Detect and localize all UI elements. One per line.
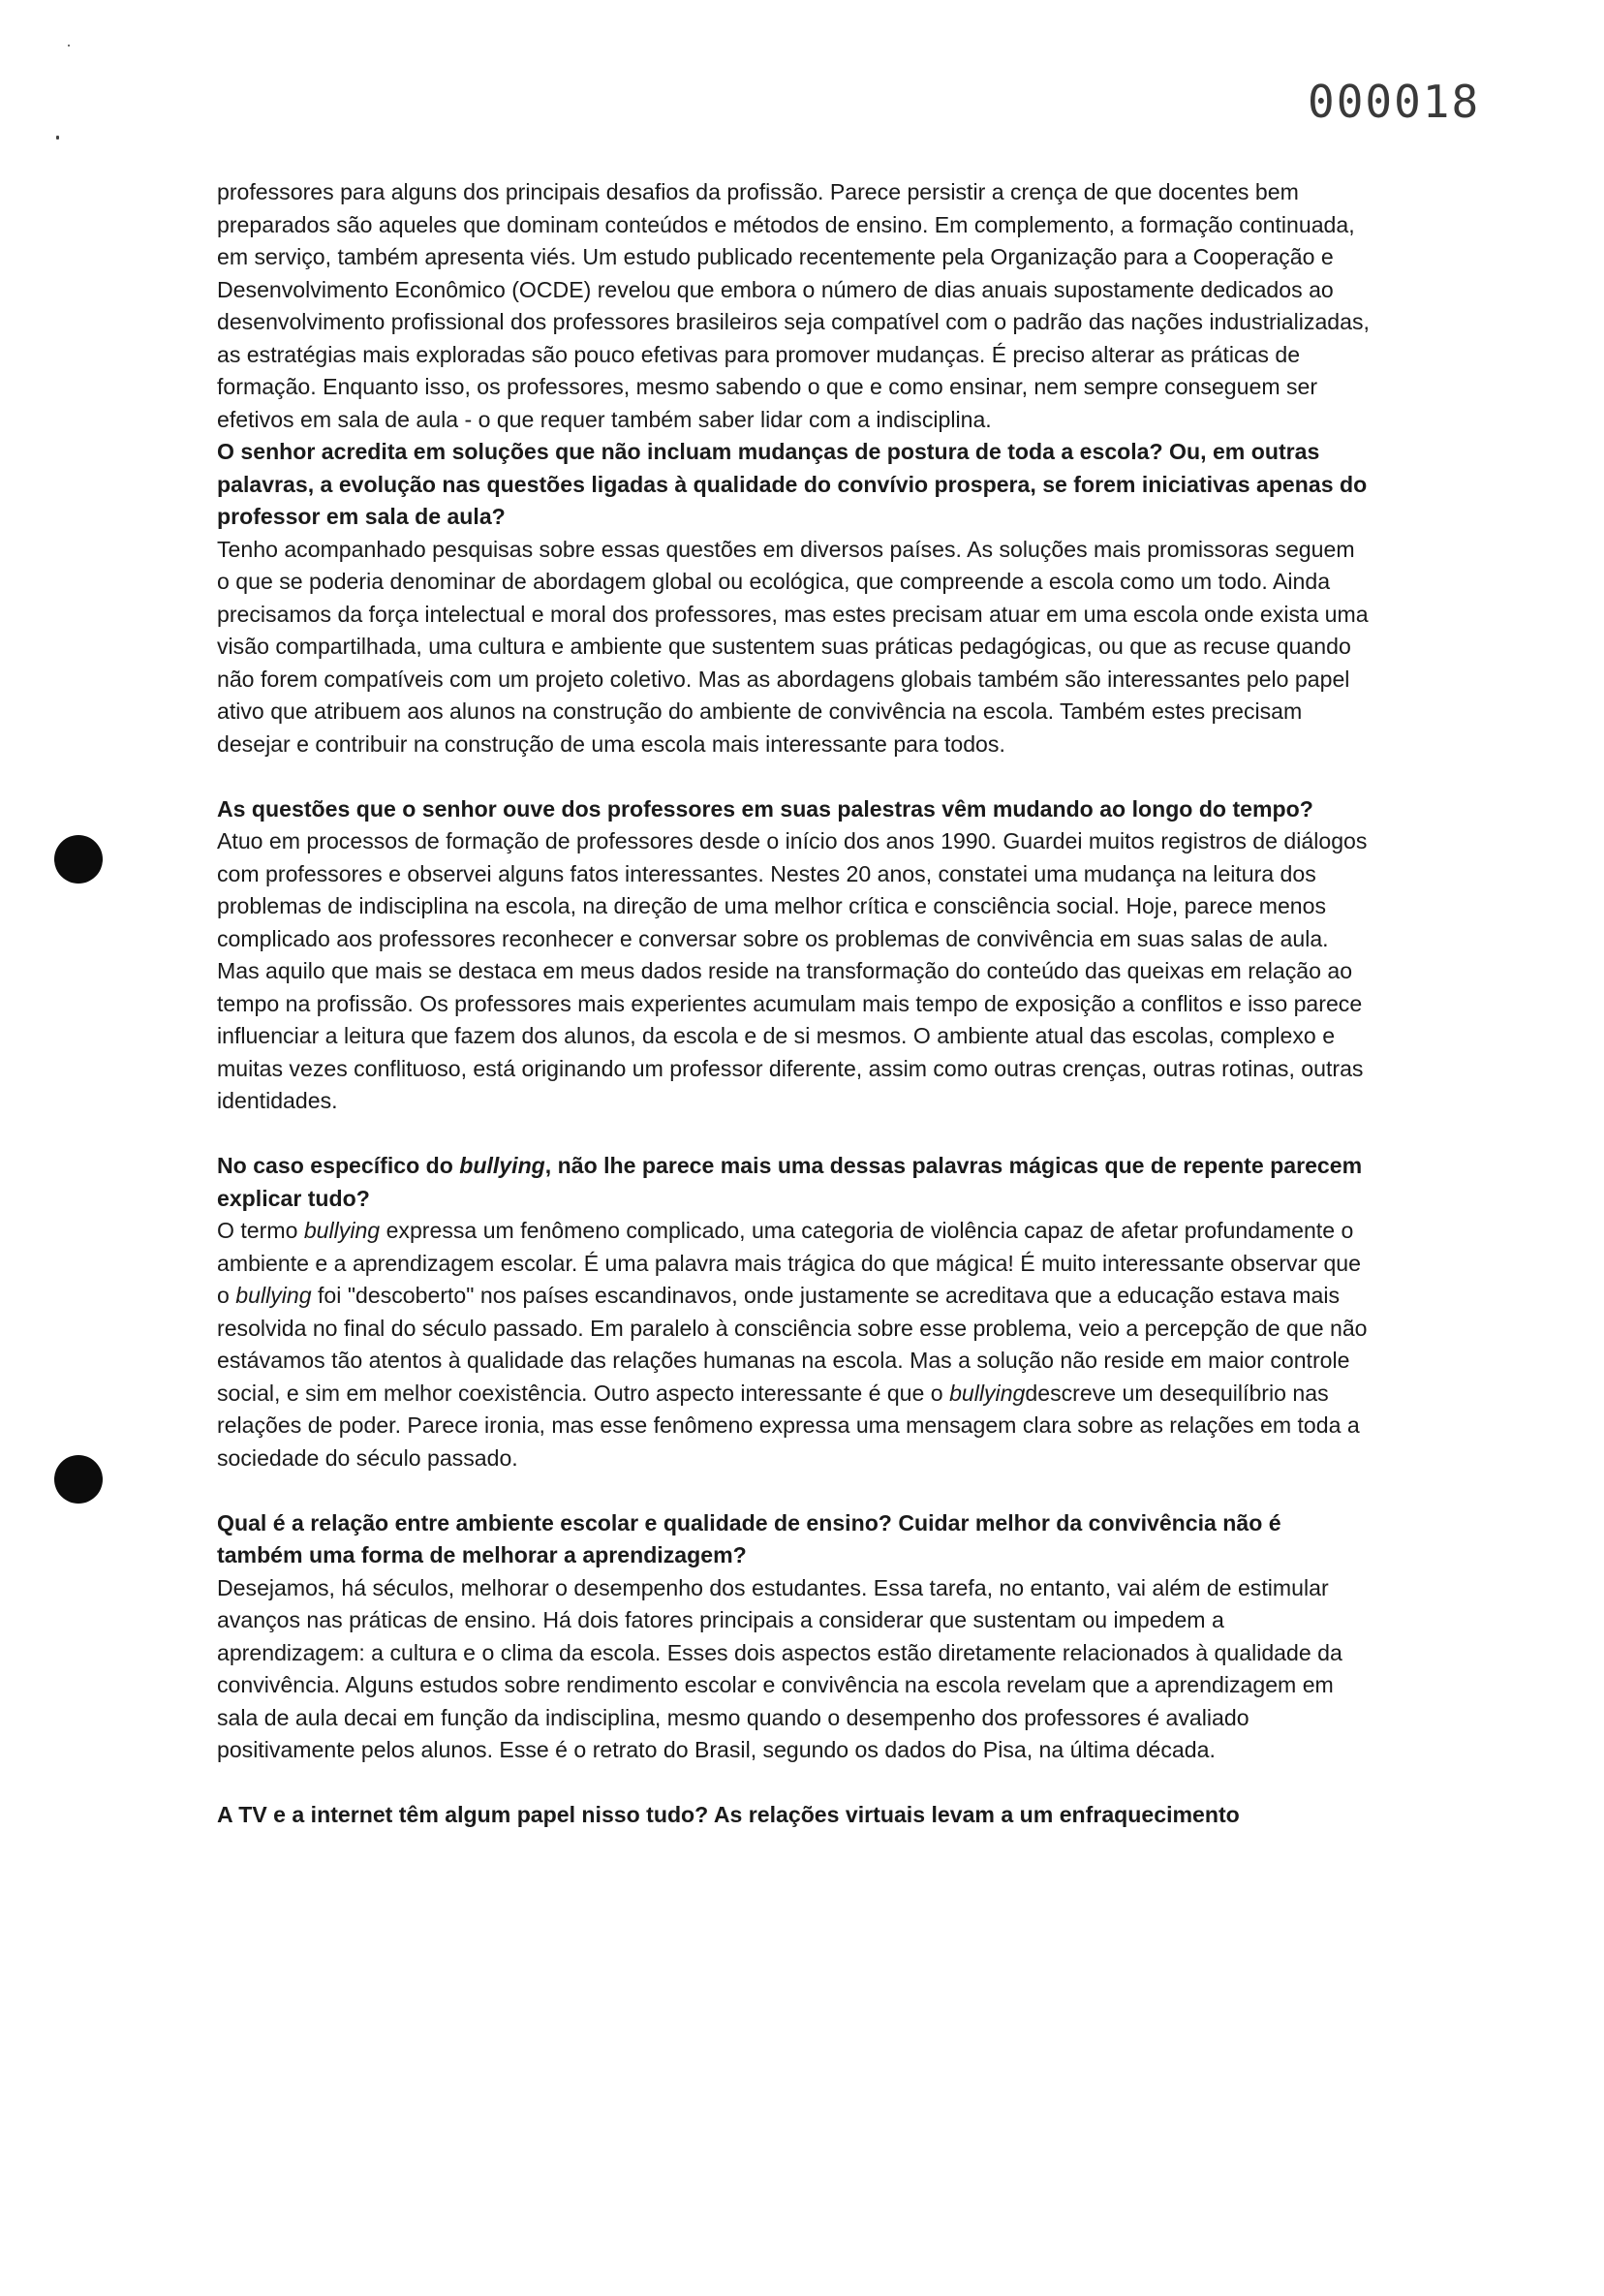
question-3-term: bullying xyxy=(459,1153,545,1178)
answer-2: Atuo em processos de formação de professores desde o início dos anos 1990. Guardei muitos registros de diálogos com professores e observei alguns fatos interessantes. Nestes 20 anos, constatei uma mudança na leitura dos problemas de indisciplina na escola, na direção de uma melhor crítica e consciência social. Hoje, parece menos complicado aos professores reconhecer e conversar sobre os problemas de convivência em suas salas de aula. Mas aquilo que mais se destaca em meus dados reside na transformação do conteúdo das queixas em relação ao tempo na profissão. Os professores mais experientes acumulam mais tempo de exposição a conflitos e isso parece influenciar a leitura que fazem dos alunos, da escola e de si mesmos. O ambiente atual das escolas, complexo e muitas vezes conflituoso, está originando um professor diferente, assim como outras crenças, outras rotinas, outras identidades. xyxy=(217,828,1368,1113)
qa-block-5 xyxy=(217,1799,1370,1832)
question-3 xyxy=(217,1150,1370,1215)
answer-3-part: expressa um fenômeno complicado, uma categoria de violência capaz de afetar profundamente o ambiente e a aprendizagem escolar. É uma palavra mais trágica do que mágica! É muito interessante observar que o xyxy=(217,1218,1361,1308)
scan-speck xyxy=(68,45,70,47)
question-2: As questões que o senhor ouve dos professores em suas palestras vêm mudando ao longo do tempo? xyxy=(217,795,1313,822)
qa-block-4 xyxy=(217,1507,1370,1767)
answer-4: Desejamos, há séculos, melhorar o desempenho dos estudantes. Essa tarefa, no entanto, vai além de estimular avanços nas práticas de ensino. Há dois fatores principais a considerar que sustentam ou impedem a aprendizagem: a cultura e o clima da escola. Esses dois aspectos estão diretamente relacionados à qualidade da convivência. Alguns estudos sobre rendimento escolar e convivência na escola revelam que a aprendizagem em sala de aula decai em função da indisciplina, mesmo quando o desempenho dos professores é avaliado positivamente pelos alunos. Esse é o retrato do Brasil, segundo os dados do Pisa, na última década. xyxy=(217,1574,1342,1762)
answer-3-term: bullying xyxy=(303,1218,381,1243)
answer-3-term: bullying xyxy=(235,1283,312,1308)
answer-3-part: descreve um desequilíbrio nas relações de poder. Parece ironia, mas esse fenômeno expressa uma mensagem clara sobre as relações em toda a sociedade do século passado. xyxy=(217,1380,1360,1471)
intro-paragraph: professores para alguns dos principais desafios da profissão. Parece persistir a crença de que docentes bem preparados são aqueles que dominam conteúdos e métodos de ensino. Em complemento, a formação continuada, em serviço, também apresenta viés. Um estudo publicado recentemente pela Organização para a Cooperação e Desenvolvimento Econômico (OCDE) revelou que embora o número de dias anuais supostamente dedicados ao desenvolvimento profissional dos professores brasileiros seja compatível com o padrão das nações industrializadas, as estratégias mais exploradas são pouco efetivas para promover mudanças. É preciso alterar as práticas de formação. Enquanto isso, os professores, mesmo sabendo o que e como ensinar, nem sempre conseguem ser efetivos em sala de aula - o que requer também saber lidar com a indisciplina. xyxy=(217,179,1370,432)
question-3-part: No caso específico do xyxy=(217,1153,460,1178)
answer-3-part: O termo xyxy=(217,1218,304,1243)
punch-hole-bottom xyxy=(54,1455,103,1504)
answer-3-part: foi "descoberto" nos países escandinavos, onde justamente se acreditava que a educação estava mais resolvida no final do século passado. Em paralelo à consciência sobre esse problema, veio a percepção de que não estávamos tão atentos à qualidade das relações humanas na escola. Mas a solução não reside em maior controle social, e sim em melhor coexistência. Outro aspecto interessante é que o xyxy=(217,1283,1368,1406)
qa-block-1 xyxy=(217,436,1370,760)
punch-hole-top xyxy=(54,835,103,884)
answer-3 xyxy=(217,1215,1370,1474)
answer-1: Tenho acompanhado pesquisas sobre essas questões em diversos países. As soluções mais promissoras seguem o que se poderia denominar de abordagem global ou ecológica, que compreende a escola como um todo. Ainda precisamos da força intelectual e moral dos professores, mas estes precisam atuar em uma escola onde exista uma visão compartilhada, uma cultura e ambiente que sustentem suas práticas pedagógicas, ou que as recuse quando não forem compatíveis com um projeto coletivo. Mas as abordagens globais também são interessantes pelo papel ativo que atribuem aos alunos na construção do ambiente de convivência na escola. Também estes precisam desejar e contribuir na construção de uma escola mais interessante para todos. xyxy=(217,536,1369,757)
question-5: A TV e a internet têm algum papel nisso tudo? As relações virtuais levam a um enfraquecimento xyxy=(217,1802,1240,1827)
qa-block-2 xyxy=(217,793,1370,1118)
qa-block-3 xyxy=(217,1150,1370,1474)
scan-speck xyxy=(56,136,59,140)
question-1: O senhor acredita em soluções que não incluam mudanças de postura de toda a escola? Ou, em outras palavras, a evolução nas questões ligadas à qualidade do convívio prospera, se forem iniciativas apenas do professor em sala de aula? xyxy=(217,439,1368,529)
page-number: 000018 xyxy=(1308,76,1481,128)
question-3-part: , não lhe parece mais uma dessas palavras mágicas que de repente parecem explicar tudo? xyxy=(217,1153,1363,1211)
answer-3-term: bullying xyxy=(949,1380,1026,1406)
article-body xyxy=(217,176,1370,1832)
question-4: Qual é a relação entre ambiente escolar e qualidade de ensino? Cuidar melhor da convivência não é também uma forma de melhorar a aprendizagem? xyxy=(217,1509,1281,1567)
